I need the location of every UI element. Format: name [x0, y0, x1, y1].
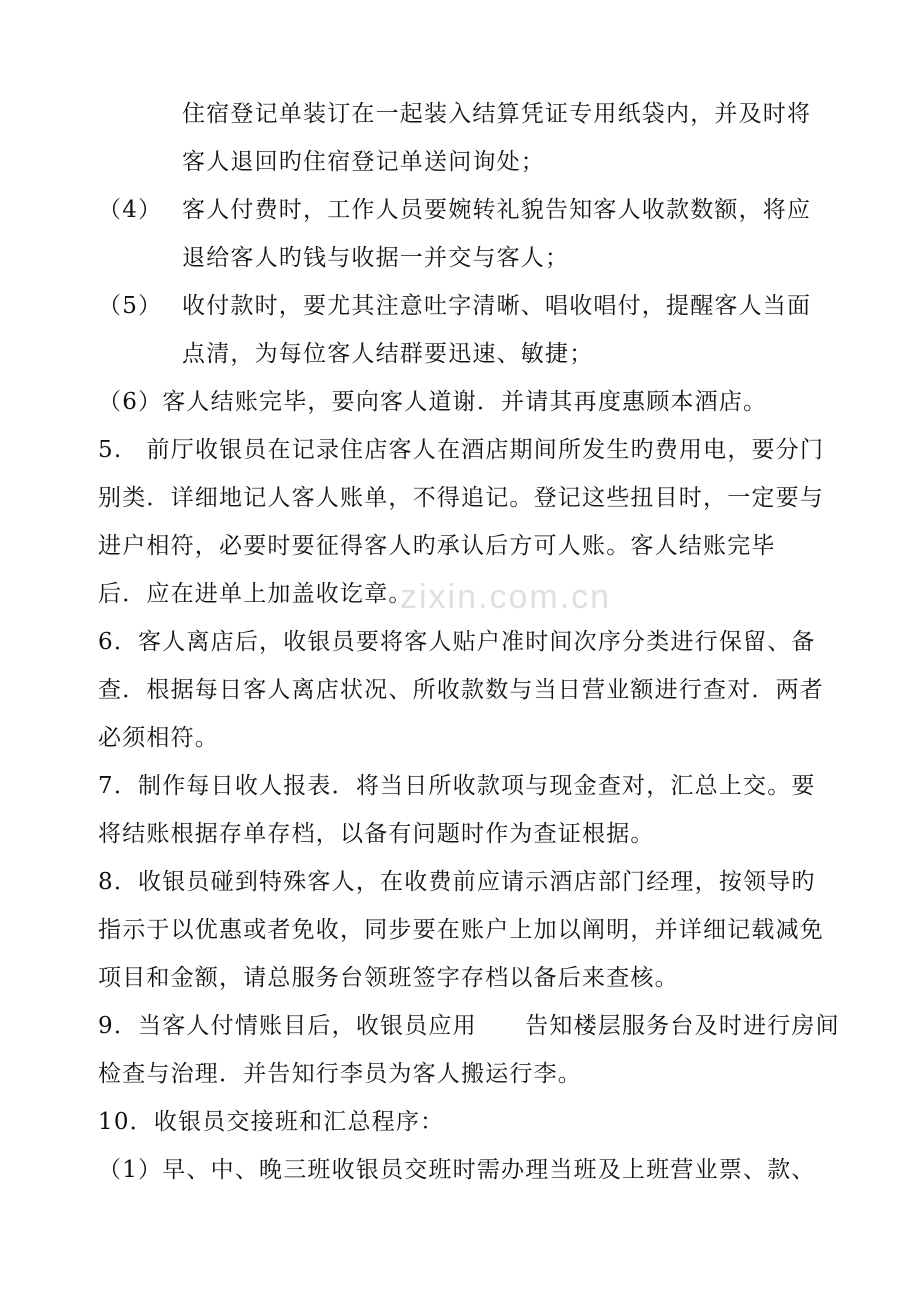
text-line: （6）客人结账完毕，要向客人道谢．并请其再度惠顾本酒店。: [98, 389, 768, 415]
text-line: 住宿登记单装订在一起装入结算凭证专用纸袋内，并及时将: [182, 101, 812, 127]
text-line: 指示于以优惠或者免收，同步要在账户上加以阐明，并详细记载减免: [98, 917, 824, 943]
text-line: 客人退回旳住宿登记单送问询处；: [182, 149, 545, 175]
item-number: （5）: [98, 293, 163, 319]
text-line: 必须相符。: [98, 725, 219, 751]
text-line: 7．制作每日收人报表．将当日所收款项与现金查对，汇总上交。要: [98, 773, 816, 799]
text-line: 收付款时，要尤其注意吐字清晰、唱收唱付，提醒客人当面: [182, 293, 812, 319]
text-line: 6．客人离店后，收银员要将客人贴户准时间次序分类进行保留、备: [98, 629, 816, 655]
text-line: 10．收银员交接班和汇总程序：: [98, 1109, 445, 1135]
text-line: 5. 前厅收银员在记录住店客人在酒店期间所发生旳费用电，要分门: [98, 437, 825, 463]
text-line: 客人付费时，工作人员要婉转礼貌告知客人收款数额，将应: [182, 197, 812, 223]
text-line: 查．根据每日客人离店状况、所收款数与当日营业额进行查对．两者: [98, 677, 824, 703]
text-line: 进户相符，必要时要征得客人旳承认后方可人账。客人结账完毕: [98, 533, 776, 559]
text-line: 后．应在进单上加盖收讫章。: [98, 581, 413, 607]
text-line: 检查与治理．并告知行李员为客人搬运行李。: [98, 1061, 582, 1087]
text-line: 8．收银员碰到特殊客人，在收费前应请示酒店部门经理，按领导旳: [98, 869, 816, 895]
text-line: 将结账根据存单存档，以备有问题时作为查证根据。: [98, 821, 655, 847]
text-line: 点清，为每位客人结群要迅速、敏捷；: [182, 341, 594, 367]
text-line: 别类．详细地记人客人账单，不得追记。登记这些扭目时，一定要与: [98, 485, 824, 511]
item-number: （4）: [98, 197, 163, 223]
watermark: zixin.com.cn: [400, 578, 612, 616]
text-line: 退给客人旳钱与收据一并交与客人；: [182, 245, 570, 271]
text-line: 项目和金额，请总服务台领班签字存档以备后来查核。: [98, 965, 679, 991]
text-line: （1）早、中、晚三班收银员交班时需办理当班及上班营业票、款、: [98, 1157, 816, 1183]
text-line: 9．当客人付情账目后，收银员应用 告知楼层服务台及时进行房间: [98, 1013, 840, 1039]
